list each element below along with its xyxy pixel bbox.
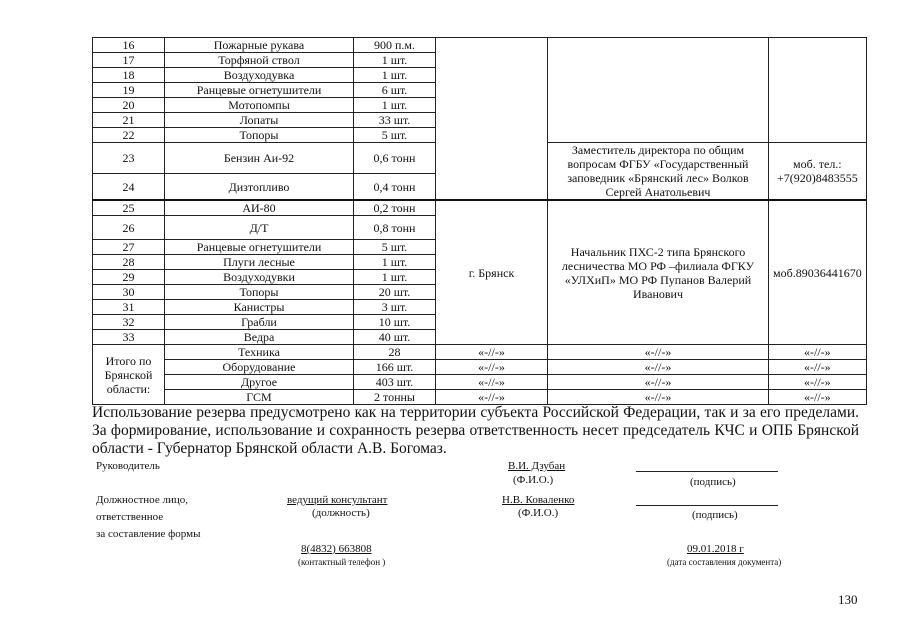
item-quantity: 1 шт. [354,98,436,113]
usage-paragraph: Использование резерва предусмотрено как на территории субъекта Российской Федерации, так и за его пределами. За формирование, использование и сохранность резерва ответственность несет председатель КЧС и ОПБ Брянской области - Губернатор Брянской области А.В. Богомаз. [92,404,859,457]
row-number: 20 [93,98,165,113]
item-name: Воздуходувка [165,68,354,83]
item-name: Пожарные рукава [165,38,354,53]
row-number: 29 [93,270,165,285]
totals-category: Другое [165,375,354,390]
totals-ditto: «-//-» [769,375,867,390]
item-quantity: 0,6 тонн [354,143,436,174]
item-name: Топоры [165,285,354,300]
row-number: 32 [93,315,165,330]
item-quantity: 0,2 тонн [354,200,436,216]
row-number: 18 [93,68,165,83]
row-number: 21 [93,113,165,128]
item-name: Д/Т [165,216,354,240]
totals-row [93,375,867,390]
totals-ditto: «-//-» [548,360,769,375]
totals-category: Оборудование [165,360,354,375]
totals-row [93,390,867,405]
row-number: 16 [93,38,165,53]
item-name: АИ-80 [165,200,354,216]
totals-ditto: «-//-» [548,345,769,360]
row-number: 23 [93,143,165,174]
item-quantity: 1 шт. [354,270,436,285]
totals-ditto: «-//-» [436,345,548,360]
row-number: 17 [93,53,165,68]
phone-caption: (контактный телефон ) [298,557,386,567]
item-name: Грабли [165,315,354,330]
row-number: 25 [93,200,165,216]
head-sign-caption: (подпись) [690,476,736,488]
totals-ditto: «-//-» [548,375,769,390]
official-position: ведущий консультант [287,494,388,506]
totals-quantity: 166 шт. [354,360,436,375]
location-b: г. Брянск [436,200,548,345]
row-number: 22 [93,128,165,143]
responsible-empty [548,38,769,143]
reserve-table [92,37,867,405]
row-number: 30 [93,285,165,300]
phone-b: моб.89036441670 [769,200,867,345]
item-quantity: 900 п.м. [354,38,436,53]
totals-ditto: «-//-» [436,375,548,390]
item-quantity: 40 шт. [354,330,436,345]
totals-quantity: 2 тонны [354,390,436,405]
item-name: Мотопомпы [165,98,354,113]
totals-category: Техника [165,345,354,360]
item-quantity: 3 шт. [354,300,436,315]
item-name: Торфяной ствол [165,53,354,68]
totals-category: ГСМ [165,390,354,405]
totals-label: Итого по Брянской области: [93,345,165,405]
totals-ditto: «-//-» [769,360,867,375]
table-row [93,200,867,216]
totals-ditto: «-//-» [436,390,548,405]
location-cell [436,38,548,201]
item-name: Топоры [165,128,354,143]
item-quantity: 5 шт. [354,240,436,255]
item-name: Дизтопливо [165,174,354,200]
head-signature-line [636,471,778,472]
page-number: 130 [838,592,858,607]
totals-ditto: «-//-» [769,390,867,405]
totals-ditto: «-//-» [436,360,548,375]
totals-quantity: 28 [354,345,436,360]
item-quantity: 0,8 тонн [354,216,436,240]
official-sign-caption: (подпись) [692,509,738,521]
official-fio-caption: (Ф.И.О.) [518,507,559,519]
item-quantity: 33 шт. [354,113,436,128]
responsible-person-a: Заместитель директора по общим вопросам ФГБУ «Государственный заповедник «Брянский лес» Волков Сергей Анатольевич [548,143,769,201]
reserve-table-body [93,38,867,405]
phone-empty [769,38,867,143]
item-name: Лопаты [165,113,354,128]
official-name: Н.В. Коваленко [502,494,575,506]
official-signature-line [636,505,778,506]
row-number: 28 [93,255,165,270]
totals-row [93,345,867,360]
item-name: Воздуходувки [165,270,354,285]
item-name: Ранцевые огнетушители [165,240,354,255]
item-quantity: 1 шт. [354,255,436,270]
position-caption: (должность) [312,507,370,519]
item-name: Бензин Аи-92 [165,143,354,174]
table-row [93,38,867,53]
row-number: 33 [93,330,165,345]
official-label-1: Должностное лицо, [96,494,188,506]
item-quantity: 20 шт. [354,285,436,300]
official-label-2: ответственное [96,511,164,523]
totals-ditto: «-//-» [769,345,867,360]
responsible-person-b: Начальник ПХС-2 типа Брянского лесничества МО РФ –филиала ФГКУ «УЛХиП» МО РФ Пупанов Валерий Иванович [548,200,769,345]
item-quantity: 10 шт. [354,315,436,330]
row-number: 26 [93,216,165,240]
row-number: 27 [93,240,165,255]
totals-row [93,360,867,375]
head-fio-caption: (Ф.И.О.) [513,474,554,486]
item-quantity: 0,4 тонн [354,174,436,200]
item-name: Ведра [165,330,354,345]
item-name: Ранцевые огнетушители [165,83,354,98]
official-label-3: за составление формы [96,528,201,540]
row-number: 19 [93,83,165,98]
head-label: Руководитель [96,460,160,472]
head-name: В.И. Дзубан [508,460,566,472]
totals-ditto: «-//-» [548,390,769,405]
row-number: 24 [93,174,165,200]
phone-a: моб. тел.: +7(920)8483555 [769,143,867,201]
totals-quantity: 403 шт. [354,375,436,390]
item-name: Канистры [165,300,354,315]
item-quantity: 6 шт. [354,83,436,98]
contact-phone: 8(4832) 663808 [301,543,372,555]
item-quantity: 5 шт. [354,128,436,143]
item-name: Плуги лесные [165,255,354,270]
document-date: 09.01.2018 г [687,543,744,555]
row-number: 31 [93,300,165,315]
date-caption: (дата составления документа) [667,557,782,567]
item-quantity: 1 шт. [354,53,436,68]
item-quantity: 1 шт. [354,68,436,83]
